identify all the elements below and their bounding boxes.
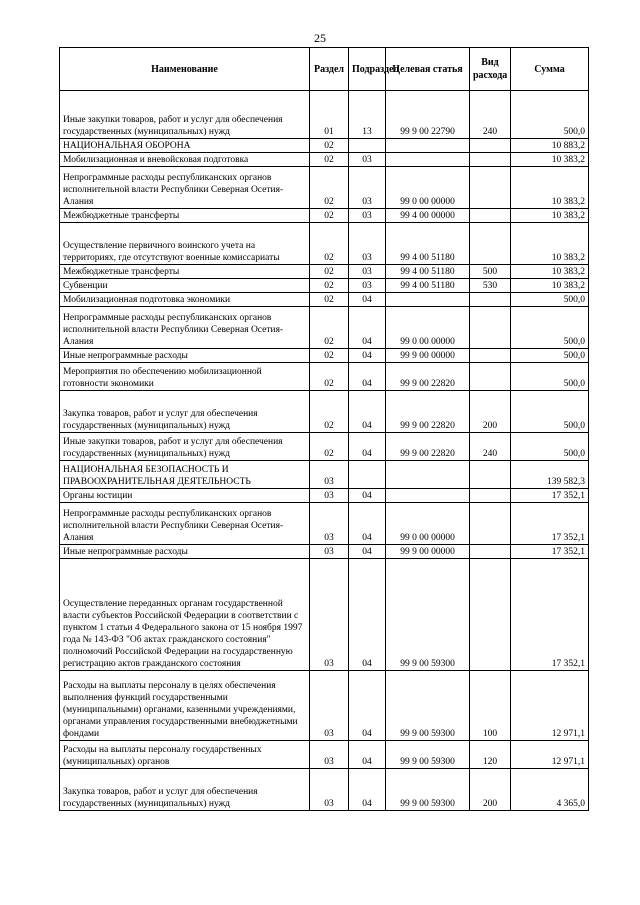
row-subsection: 04 [349,349,386,363]
row-target: 99 9 00 59300 [386,559,470,671]
row-sum: 500,0 [511,391,589,433]
row-type [470,307,511,349]
row-target: 99 9 00 59300 [386,671,470,741]
row-target: 99 4 00 51180 [386,265,470,279]
row-name: Расходы на выплаты персоналу государственных (муниципальных) органов [60,741,310,769]
row-name: НАЦИОНАЛЬНАЯ ОБОРОНА [60,139,310,153]
row-type [470,545,511,559]
row-subsection: 03 [349,279,386,293]
row-name: Мобилизационная и вневойсковая подготовка [60,153,310,167]
row-subsection [349,461,386,489]
row-target: 99 0 00 00000 [386,167,470,209]
row-type [470,503,511,545]
row-subsection: 04 [349,671,386,741]
row-target: 99 9 00 22820 [386,433,470,461]
row-target: 99 9 00 22820 [386,391,470,433]
row-sum: 500,0 [511,363,589,391]
table-row [60,391,589,433]
row-type: 240 [470,91,511,139]
row-target: 99 9 00 22820 [386,363,470,391]
row-sum: 139 582,3 [511,461,589,489]
row-target [386,461,470,489]
row-section: 02 [310,433,349,461]
row-sum: 10 383,2 [511,153,589,167]
row-section: 03 [310,489,349,503]
row-type: 120 [470,741,511,769]
row-section: 02 [310,167,349,209]
table-row [60,209,589,223]
row-target [386,153,470,167]
row-type [470,223,511,265]
row-name: Расходы на выплаты персоналу в целях обеспечения выполнения функций государственными (муниципальными) органами, казенными учреждениями, органами управления государственными внебюджетными фондами [60,671,310,741]
row-section: 02 [310,307,349,349]
row-subsection: 13 [349,91,386,139]
row-subsection: 04 [349,741,386,769]
row-name: Непрограммные расходы республиканских органов исполнительной власти Республики Северная Осетия-Алания [60,167,310,209]
row-sum: 10 883,2 [511,139,589,153]
table-row [60,363,589,391]
table-row [60,489,589,503]
row-sum: 10 383,2 [511,167,589,209]
row-section: 02 [310,293,349,307]
row-subsection: 04 [349,545,386,559]
row-target [386,139,470,153]
row-type [470,167,511,209]
row-name: Межбюджетные трансферты [60,265,310,279]
row-target: 99 4 00 51180 [386,279,470,293]
row-section: 03 [310,741,349,769]
table-row [60,293,589,307]
row-subsection: 03 [349,223,386,265]
table-row [60,461,589,489]
header-name: Наименование [60,48,310,91]
row-type [470,349,511,363]
row-sum: 500,0 [511,349,589,363]
table-row [60,433,589,461]
table-row [60,559,589,671]
budget-table [59,47,589,811]
table-row [60,741,589,769]
row-section: 02 [310,223,349,265]
row-target: 99 9 00 59300 [386,741,470,769]
row-sum: 500,0 [511,91,589,139]
header-sum: Сумма [511,48,589,91]
row-sum: 17 352,1 [511,545,589,559]
row-target: 99 9 00 59300 [386,769,470,811]
row-type: 100 [470,671,511,741]
row-type: 500 [470,265,511,279]
row-name: Непрограммные расходы республиканских органов исполнительной власти Республики Северная Осетия-Алания [60,307,310,349]
row-type: 240 [470,433,511,461]
table-row [60,307,589,349]
row-sum: 500,0 [511,293,589,307]
table-row [60,671,589,741]
row-section: 02 [310,265,349,279]
row-type [470,363,511,391]
row-sum: 10 383,2 [511,279,589,293]
row-name: Иные непрограммные расходы [60,545,310,559]
row-subsection: 04 [349,489,386,503]
row-name: НАЦИОНАЛЬНАЯ БЕЗОПАСНОСТЬ И ПРАВООХРАНИТЕЛЬНАЯ ДЕЯТЕЛЬНОСТЬ [60,461,310,489]
row-target: 99 0 00 00000 [386,503,470,545]
row-section: 02 [310,363,349,391]
row-section: 03 [310,503,349,545]
table-row [60,349,589,363]
row-section: 02 [310,349,349,363]
table-row [60,153,589,167]
row-name: Мероприятия по обеспечению мобилизационной готовности экономики [60,363,310,391]
row-target: 99 9 00 00000 [386,545,470,559]
row-sum: 10 383,2 [511,223,589,265]
table-row [60,769,589,811]
row-sum: 17 352,1 [511,559,589,671]
page-number: 25 [314,31,326,45]
row-sum: 17 352,1 [511,503,589,545]
table-row [60,139,589,153]
header-type: Вид расхода [470,48,511,91]
row-section: 03 [310,671,349,741]
row-sum: 500,0 [511,307,589,349]
row-subsection: 04 [349,769,386,811]
row-subsection: 04 [349,559,386,671]
table-row [60,265,589,279]
row-subsection: 03 [349,209,386,223]
row-section: 03 [310,769,349,811]
row-target: 99 4 00 51180 [386,223,470,265]
row-name: Иные непрограммные расходы [60,349,310,363]
row-name: Закупка товаров, работ и услуг для обеспечения государственных (муниципальных) нужд [60,769,310,811]
header-section: Раздел [310,48,349,91]
table-row [60,545,589,559]
row-subsection: 04 [349,307,386,349]
row-sum: 4 365,0 [511,769,589,811]
row-name: Осуществление первичного воинского учета на территориях, где отсутствуют военные комиссариаты [60,223,310,265]
row-section: 03 [310,559,349,671]
row-section: 03 [310,545,349,559]
row-subsection: 04 [349,503,386,545]
header-target: Целевая статья [386,48,470,91]
row-target: 99 4 00 00000 [386,209,470,223]
table-row [60,167,589,209]
row-type [470,153,511,167]
row-subsection: 03 [349,265,386,279]
row-target: 99 9 00 22790 [386,91,470,139]
row-name: Непрограммные расходы республиканских органов исполнительной власти Республики Северная Осетия-Алания [60,503,310,545]
row-target: 99 9 00 00000 [386,349,470,363]
table-row [60,503,589,545]
row-subsection: 03 [349,167,386,209]
table-row [60,279,589,293]
row-sum: 12 971,1 [511,741,589,769]
row-name: Органы юстиции [60,489,310,503]
row-section: 01 [310,91,349,139]
row-section: 02 [310,139,349,153]
row-subsection [349,139,386,153]
row-sum: 17 352,1 [511,489,589,503]
row-subsection: 04 [349,293,386,307]
row-name: Мобилизационная подготовка экономики [60,293,310,307]
row-name: Закупка товаров, работ и услуг для обеспечения государственных (муниципальных) нужд [60,391,310,433]
row-section: 02 [310,153,349,167]
table-row [60,91,589,139]
row-target [386,489,470,503]
row-section: 02 [310,391,349,433]
row-type [470,209,511,223]
row-name: Иные закупки товаров, работ и услуг для обеспечения государственных (муниципальных) нужд [60,433,310,461]
row-sum: 500,0 [511,433,589,461]
row-type [470,559,511,671]
row-target [386,293,470,307]
row-name: Субвенции [60,279,310,293]
row-sum: 10 383,2 [511,265,589,279]
row-type [470,461,511,489]
row-name: Иные закупки товаров, работ и услуг для обеспечения государственных (муниципальных) нужд [60,91,310,139]
row-sum: 12 971,1 [511,671,589,741]
row-target: 99 0 00 00000 [386,307,470,349]
row-subsection: 03 [349,153,386,167]
row-type [470,489,511,503]
row-name: Осуществление переданных органам государственной власти субъектов Российской Федерации в соответствии с пунктом 1 статьи 4 Федерального закона от 15 ноября 1997 года № 143-ФЗ "Об актах гражданского состояния" полномочий Российской Федерации на государственную регистрацию актов гражданского состояния [60,559,310,671]
row-sum: 10 383,2 [511,209,589,223]
row-section: 02 [310,279,349,293]
row-type: 530 [470,279,511,293]
row-type [470,293,511,307]
table-header-row [60,48,589,91]
row-subsection: 04 [349,391,386,433]
row-name: Межбюджетные трансферты [60,209,310,223]
row-subsection: 04 [349,433,386,461]
row-type: 200 [470,391,511,433]
table-row [60,223,589,265]
header-subsection: Подраздел [349,48,386,91]
row-type: 200 [470,769,511,811]
row-section: 03 [310,461,349,489]
row-type [470,139,511,153]
row-subsection: 04 [349,363,386,391]
row-section: 02 [310,209,349,223]
